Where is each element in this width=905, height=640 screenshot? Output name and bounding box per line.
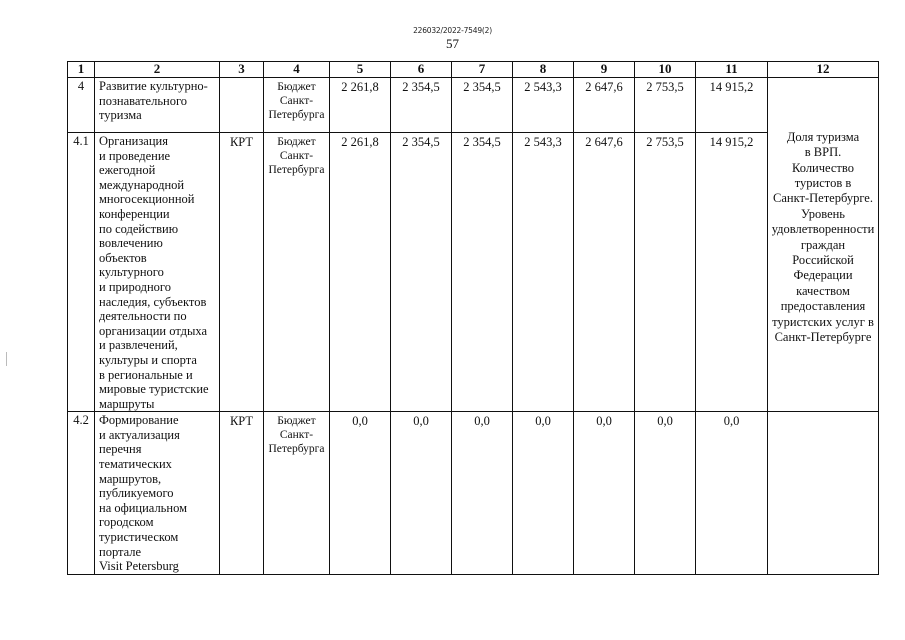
col-num-6: 6 [391,62,452,78]
value-cell: 0,0 [330,412,391,575]
col-num-10: 10 [635,62,696,78]
col-num-3: 3 [220,62,264,78]
value-cell: 2 647,6 [574,78,635,133]
margin-mark [6,352,7,366]
empty-indicator-cell [768,412,879,575]
value-cell: 2 354,5 [391,78,452,133]
executor [220,78,264,133]
col-num-2: 2 [95,62,220,78]
column-number-row [68,62,879,78]
col-num-12: 12 [768,62,879,78]
value-cell: 0,0 [513,412,574,575]
row-number: 4.1 [68,133,95,412]
col-num-7: 7 [452,62,513,78]
activity-name: Организация и проведение ежегодной международной многосекционной конференции по содействию вовлечению объектов культурного и природного наследия, субъектов деятельности по организации отдыха и развлечений, культуры и спорта в региональные и мировые туристские маршруты [95,133,220,412]
col-num-4: 4 [264,62,330,78]
document-id: 226032/2022-7549(2) [413,26,492,35]
activity-name: Формирование и актуализация перечня тематических маршрутов, публикуемого на официальном городском туристическом портале Visit Petersburg [95,412,220,575]
executor: КРТ [220,412,264,575]
row-number: 4.2 [68,412,95,575]
value-cell: 2 647,6 [574,133,635,412]
value-cell: 2 753,5 [635,133,696,412]
value-cell: 2 261,8 [330,133,391,412]
funding-source: Бюджет Санкт- Петербурга [264,78,330,133]
value-cell: 14 915,2 [696,133,768,412]
value-cell: 0,0 [574,412,635,575]
row-number: 4 [68,78,95,133]
funding-source: Бюджет Санкт- Петербурга [264,133,330,412]
indicators-text: Доля туризма в ВРП. Количество туристов в Санкт-Петербурге. Уровень удовлетворенности граждан Российской Федерации качеством предоставления туристских услуг в Санкт-Петербурге [771,129,875,345]
indicators-cell [768,78,879,412]
col-num-9: 9 [574,62,635,78]
value-cell: 0,0 [391,412,452,575]
table-row [68,133,879,412]
value-cell: 2 354,5 [452,78,513,133]
value-cell: 0,0 [635,412,696,575]
page-number: 57 [446,36,459,51]
activity-name: Развитие культурно- познавательного туризма [95,78,220,133]
program-table [67,61,879,575]
value-cell: 0,0 [452,412,513,575]
value-cell: 2 354,5 [452,133,513,412]
value-cell: 2 543,3 [513,78,574,133]
funding-source: Бюджет Санкт- Петербурга [264,412,330,575]
value-cell: 2 543,3 [513,133,574,412]
executor: КРТ [220,133,264,412]
table-row [68,412,879,575]
value-cell: 2 261,8 [330,78,391,133]
col-num-1: 1 [68,62,95,78]
col-num-11: 11 [696,62,768,78]
col-num-5: 5 [330,62,391,78]
col-num-8: 8 [513,62,574,78]
value-cell: 14 915,2 [696,78,768,133]
value-cell: 0,0 [696,412,768,575]
value-cell: 2 753,5 [635,78,696,133]
value-cell: 2 354,5 [391,133,452,412]
table-row [68,78,879,133]
